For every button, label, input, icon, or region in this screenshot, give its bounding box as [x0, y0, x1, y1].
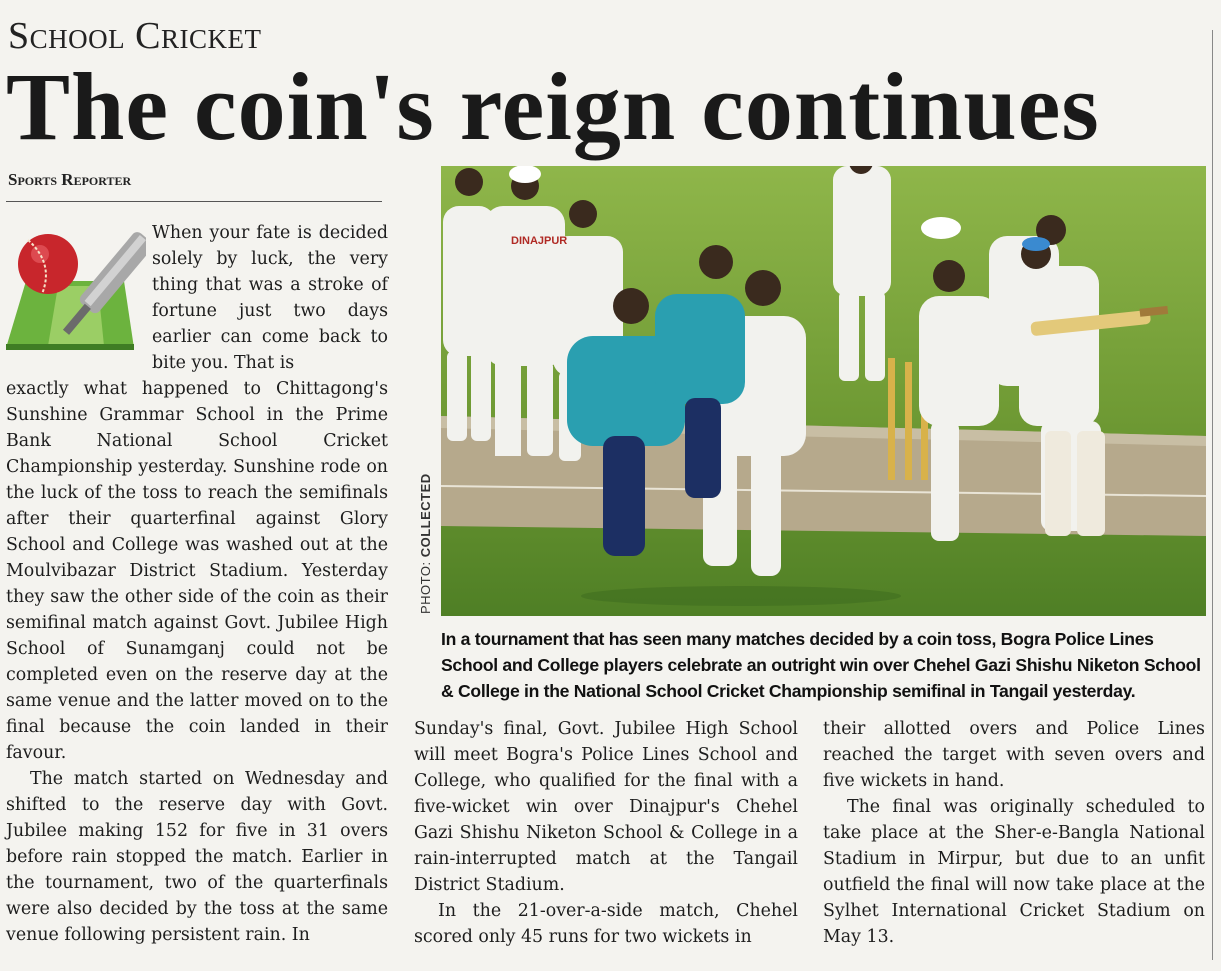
byline-divider [6, 201, 382, 202]
photo-credit-label: PHOTO: [418, 561, 433, 614]
lead-paragraph: When your fate is decided solely by luck, the very thing that was a stroke of fortune just two days earlier can come back to bite you. That is [152, 223, 388, 373]
paragraph: The match started on Wednesday and shifted to the reserve day with Govt. Jubilee making 152 for five in 31 overs before rain stopped the match. Earlier in the tournament, two of the quarterfinals were also decided by the toss at the same venue following persistent rain. In [6, 769, 388, 945]
article-column-3 [823, 716, 1205, 950]
cricket-ball-bat-icon [6, 226, 146, 358]
photo-caption: In a tournament that has seen many matches decided by a coin toss, Bogra Police Lines School and College players celebrate an outright win over Chehel Gazi Shishu Niketon School & College in the National School Cricket Championship semifinal in Tangail yesterday. [441, 629, 1201, 701]
article-column-2 [414, 716, 798, 950]
article-lead [152, 220, 388, 376]
photo-credit-value: COLLECTED [418, 473, 433, 558]
photo-credit [418, 473, 438, 614]
article-column-1 [6, 376, 388, 948]
paragraph: In the 21-over-a-side match, Chehel scored only 45 runs for two wickets in [414, 901, 798, 947]
paragraph: Sunday's final, Govt. Jubilee High School will meet Bogra's Police Lines School and College, who qualified for the final with a five-wicket win over Dinajpur's Chehel Gazi Shishu Niketon School & College in a rain-interrupted match at the Tangail District Stadium. [414, 719, 798, 895]
paragraph: their allotted overs and Police Lines reached the target with seven overs and five wickets in hand. [823, 719, 1205, 791]
paragraph: The final was originally scheduled to take place at the Sher-e-Bangla National Stadium in Mirpur, but due to an unfit outfield the final will now take place at the Sylhet International Cricket Stadium on May 13. [823, 797, 1205, 947]
paragraph: exactly what happened to Chittagong's Sunshine Grammar School in the Prime Bank National School Cricket Championship yesterday. Sunshine rode on the luck of the toss to reach the semifinals after their quarterfinal against Glory School and College was washed out at the Moulvibazar District Stadium. Yesterday they saw the other side of the coin as their semifinal match against Govt. Jubilee High School of Sunamganj could not be completed even on the reserve day at the same venue and the latter moved on to the final because the coin landed in their favour. [6, 379, 388, 763]
column-rule [1212, 30, 1213, 960]
shirt-text: DINAJPUR [511, 235, 568, 247]
headline: The coin's reign continues [6, 53, 1100, 160]
section-kicker: School Cricket [8, 15, 262, 57]
cricket-ball [18, 234, 78, 294]
news-photo [441, 166, 1206, 616]
byline: Sports Reporter [8, 170, 132, 189]
